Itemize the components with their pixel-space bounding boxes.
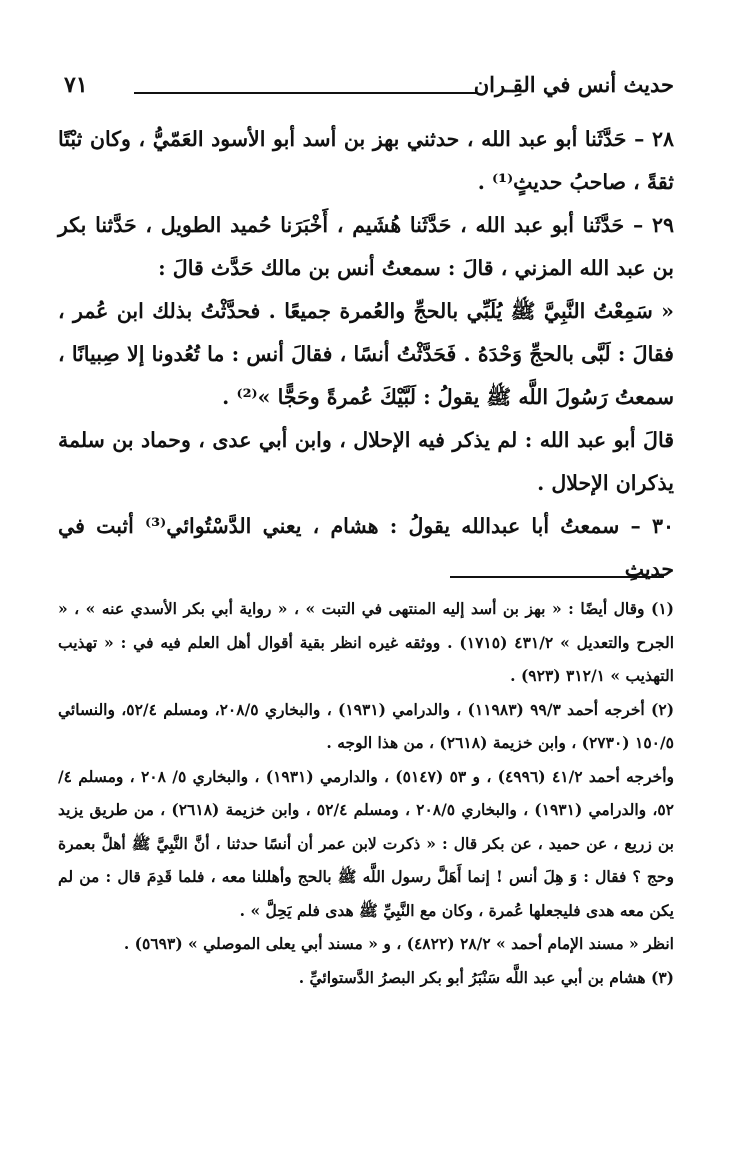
- footnotes: [58, 592, 674, 994]
- footnote-3: (٣) هشام بن أبي عبد اللَّه سَنْبَرُ أبو بكر البصرُ الدَّستوائيِّ .: [298, 967, 674, 987]
- hadith-29: ٢٩ – حَدَّثَنا أبو عبد الله ، حَدَّثَنا هُشَيم ، أَخْبَرَنا حُميد الطويل ، حَدَّثنا بكر بن عبد الله المزني ، قالَ : سمعتُ أنس بن مالك حَدَّث قالَ :: [58, 213, 674, 280]
- header-rule: [134, 92, 478, 94]
- hadith-30: ٣٠ – سمعتُ أبا عبدالله يقولُ : هشام ، يعني الدَّسْتُوائي⁽³⁾ أثبت في حديثِ: [58, 514, 674, 581]
- hadith-28: ٢٨ – حَدَّثَنا أبو عبد الله ، حدثني بهز بن أسد أبو الأسود العَمّيُّ ، وكان ثبْتًا ثقةً ، صاحبُ حديثٍ⁽¹⁾ .: [58, 127, 674, 194]
- footnote-separator: [450, 576, 664, 578]
- main-text: [58, 118, 674, 591]
- running-title: حديث أنس في القِـران: [473, 72, 674, 97]
- footnote-2: (٢) أخرجه أحمد ٩٩/٣ (١١٩٨٣) ، والدرامي (١٩٣١) ، والبخاري ٢٠٨/٥، ومسلم ٥٢/٤، والنسائي ١٥٠/٥ (٢٧٣٠) ، وابن خزيمة (٢٦١٨) ، من هذا الوجه .: [58, 699, 675, 752]
- footnote-2-see-also: انظر « مسند الإمام أحمد » ٢٨/٢ (٤٨٢٢) ، و « مسند أبي يعلى الموصلي » (٥٦٩٣) .: [123, 934, 674, 953]
- footnote-2-continued: وأخرجه أحمد ٤١/٢ (٤٩٩٦) ، و ٥٣ (٥١٤٧) ، والدارمي (١٩٣١) ، والبخاري ٥/ ٢٠٨ ، ومسلم ٤/ ٥٢، والدرامي (١٩٣١) ، والبخاري ٢٠٨/٥ ، ومسلم ٥٢/٤ ، وابن خزيمة (٢٦١٨) ، من طريق يزيد بن زريع ، عن حميد ، عن بكر قال : « ذكرت لابن عمر أن أنسًا حدثنا ، أنَّ النَّبِيَّ ﷺ أهلَّ بعمرة وحج ؟ فقال : وَ هِلَ أنس ! إنما أَهَلَّ رسول اللَّه ﷺ بالحج وأهللنا معه ، فلما قَدِمَ قال : من لم يكن معه هدى فليجعلها عُمرة ، وكان مع النَّبِيِّ ﷺ هدى فلم يَحِلَّ » .: [58, 766, 675, 920]
- hadith-29-quote: « سَمِعْتُ النَّبِيَّ ﷺ يُلَبِّي بالحجِّ والعُمرة جميعًا . فحدَّثْتُ بذلك ابن عُمر ، فقالَ : لَبَّى بالحجِّ وَحْدَهُ . فَحَدَّثْتُ أنسًا ، فقالَ أنس : ما تُعُدونا إلا صِبيانًا ، سمعتُ رَسُولَ اللَّه ﷺ يقولُ : لَبَّيْكَ عُمرةً وحَجًّا »⁽²⁾ .: [58, 299, 674, 409]
- hadith-29-note: قالَ أبو عبد الله : لم يذكر فيه الإحلال ، وابن أبي عدى ، وحماد بن سلمة يذكران الإحلال .: [58, 428, 674, 495]
- footnote-1: (١) وقال أيضًا : « بهز بن أسد إليه المنتهى في التبت » ، « رواية أبي بكر الأسدي عنه » ، « الجرح والتعديل » ٤٣١/٢ (١٧١٥) . ووثقه غيره انظر بقية أقوال أهل العلم فيه في : « تهذيب التهذيب » ٣١٢/١ (٩٢٣) .: [58, 599, 675, 685]
- page-header: [64, 72, 674, 108]
- page-number: ٧١: [64, 72, 88, 98]
